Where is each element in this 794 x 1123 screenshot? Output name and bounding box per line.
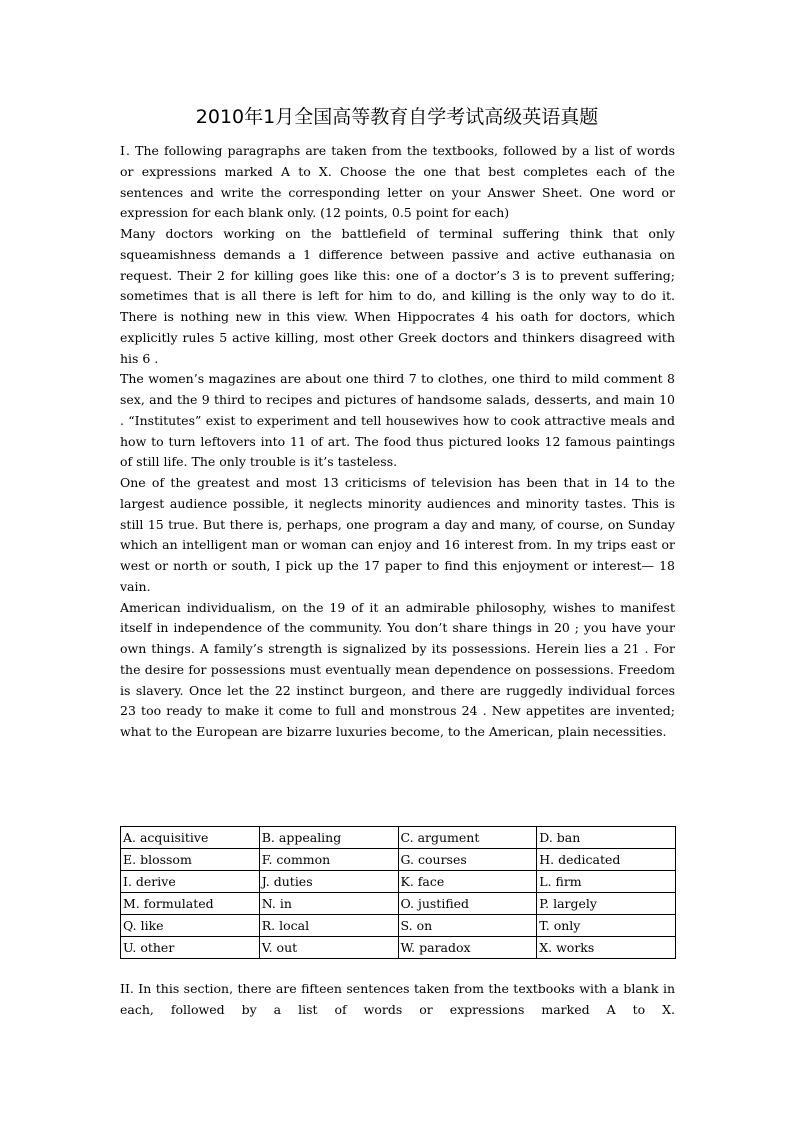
section-2-instructions: II. In this section, there are fifteen sentences taken from the textbooks with a blank in each, followed by a list of words or expressions marked A to X. [120,981,675,1017]
option-cell: U. other [121,937,260,959]
option-cell: S. on [398,915,537,937]
option-cell: E. blossom [121,849,260,871]
option-cell: K. face [398,871,537,893]
table-row [121,915,676,937]
option-cell: L. firm [537,871,676,893]
options-table [120,826,676,959]
option-cell: X. works [537,937,676,959]
table-row [121,893,676,915]
section-1-body [120,141,675,743]
option-cell: Q. like [121,915,260,937]
option-cell: B. appealing [259,827,398,849]
option-cell: V. out [259,937,398,959]
option-cell: P. largely [537,893,676,915]
table-row [121,849,676,871]
passage-individualism: American individualism, on the 19 of it an admirable philosophy, wishes to manifest itself in independence of the community. You don’t share things in 20 ; you have your own things. A family’s strength is signalized by its possessions. Herein lies a 21 . For the desire for possessions must eventually mean dependence on possessions. Freedom is slavery. Once let the 22 instinct burgeon, and there are ruggedly individual forces 23 too ready to make it come to full and monstrous 24 . New appetites are invented; what to the European are bizarre luxuries become, to the American, plain necessities. [120,599,675,739]
document-title: 2010年1月全国高等教育自学考试高级英语真题 [195,106,599,128]
passage-television: One of the greatest and most 13 criticisms of television has been that in 14 to the largest audience possible, it neglects minority audiences and minority tastes. This is still 15 true. But there is, perhaps, one program a day and many, of course, on Sunday which an intelligent man or woman can enjoy and 16 interest from. In my trips east or west or north or south, I pick up the 17 paper to find this enjoyment or interest— 18 vain. [120,475,675,594]
option-cell: A. acquisitive [121,827,260,849]
option-cell: M. formulated [121,893,260,915]
option-cell: O. justified [398,893,537,915]
option-cell: H. dedicated [537,849,676,871]
option-cell: N. in [259,893,398,915]
option-cell: F. common [259,849,398,871]
option-cell: D. ban [537,827,676,849]
passage-euthanasia: Many doctors working on the battlefield of terminal suffering think that only squeamishness demands a 1 difference between passive and active euthanasia on request. Their 2 for killing goes like this: one of a doctor’s 3 is to prevent suffering; sometimes that is all there is left for him to do, and killing is the only way to do it. There is nothing new in this view. When Hippocrates 4 his oath for doctors, which explicitly rules 5 active killing, most other Greek doctors and thinkers disagreed with his 6 . [120,226,675,366]
option-cell: T. only [537,915,676,937]
option-cell: C. argument [398,827,537,849]
table-row [121,937,676,959]
section-1-instructions: Ⅰ. The following paragraphs are taken from the textbooks, followed by a list of words or expressions marked A to X. Choose the one that best completes each of the sentences and write the corresponding letter on your Answer Sheet. One word or expression for each blank only. (12 points, 0.5 point for each) [120,143,675,221]
option-cell: J. duties [259,871,398,893]
table-row [121,827,676,849]
option-cell: I. derive [121,871,260,893]
option-cell: W. paradox [398,937,537,959]
passage-magazines: The women’s magazines are about one third 7 to clothes, one third to mild comment 8 sex, and the 9 third to recipes and pictures of handsome salads, desserts, and main 10 . “Institutes” exist to experiment and tell housewives how to cook attractive meals and how to turn leftovers into 11 of art. The food thus pictured looks 12 famous paintings of still life. The only trouble is it’s tasteless. [120,371,675,470]
section-2 [120,979,675,1021]
option-cell: R. local [259,915,398,937]
table-row [121,871,676,893]
option-cell: G. courses [398,849,537,871]
